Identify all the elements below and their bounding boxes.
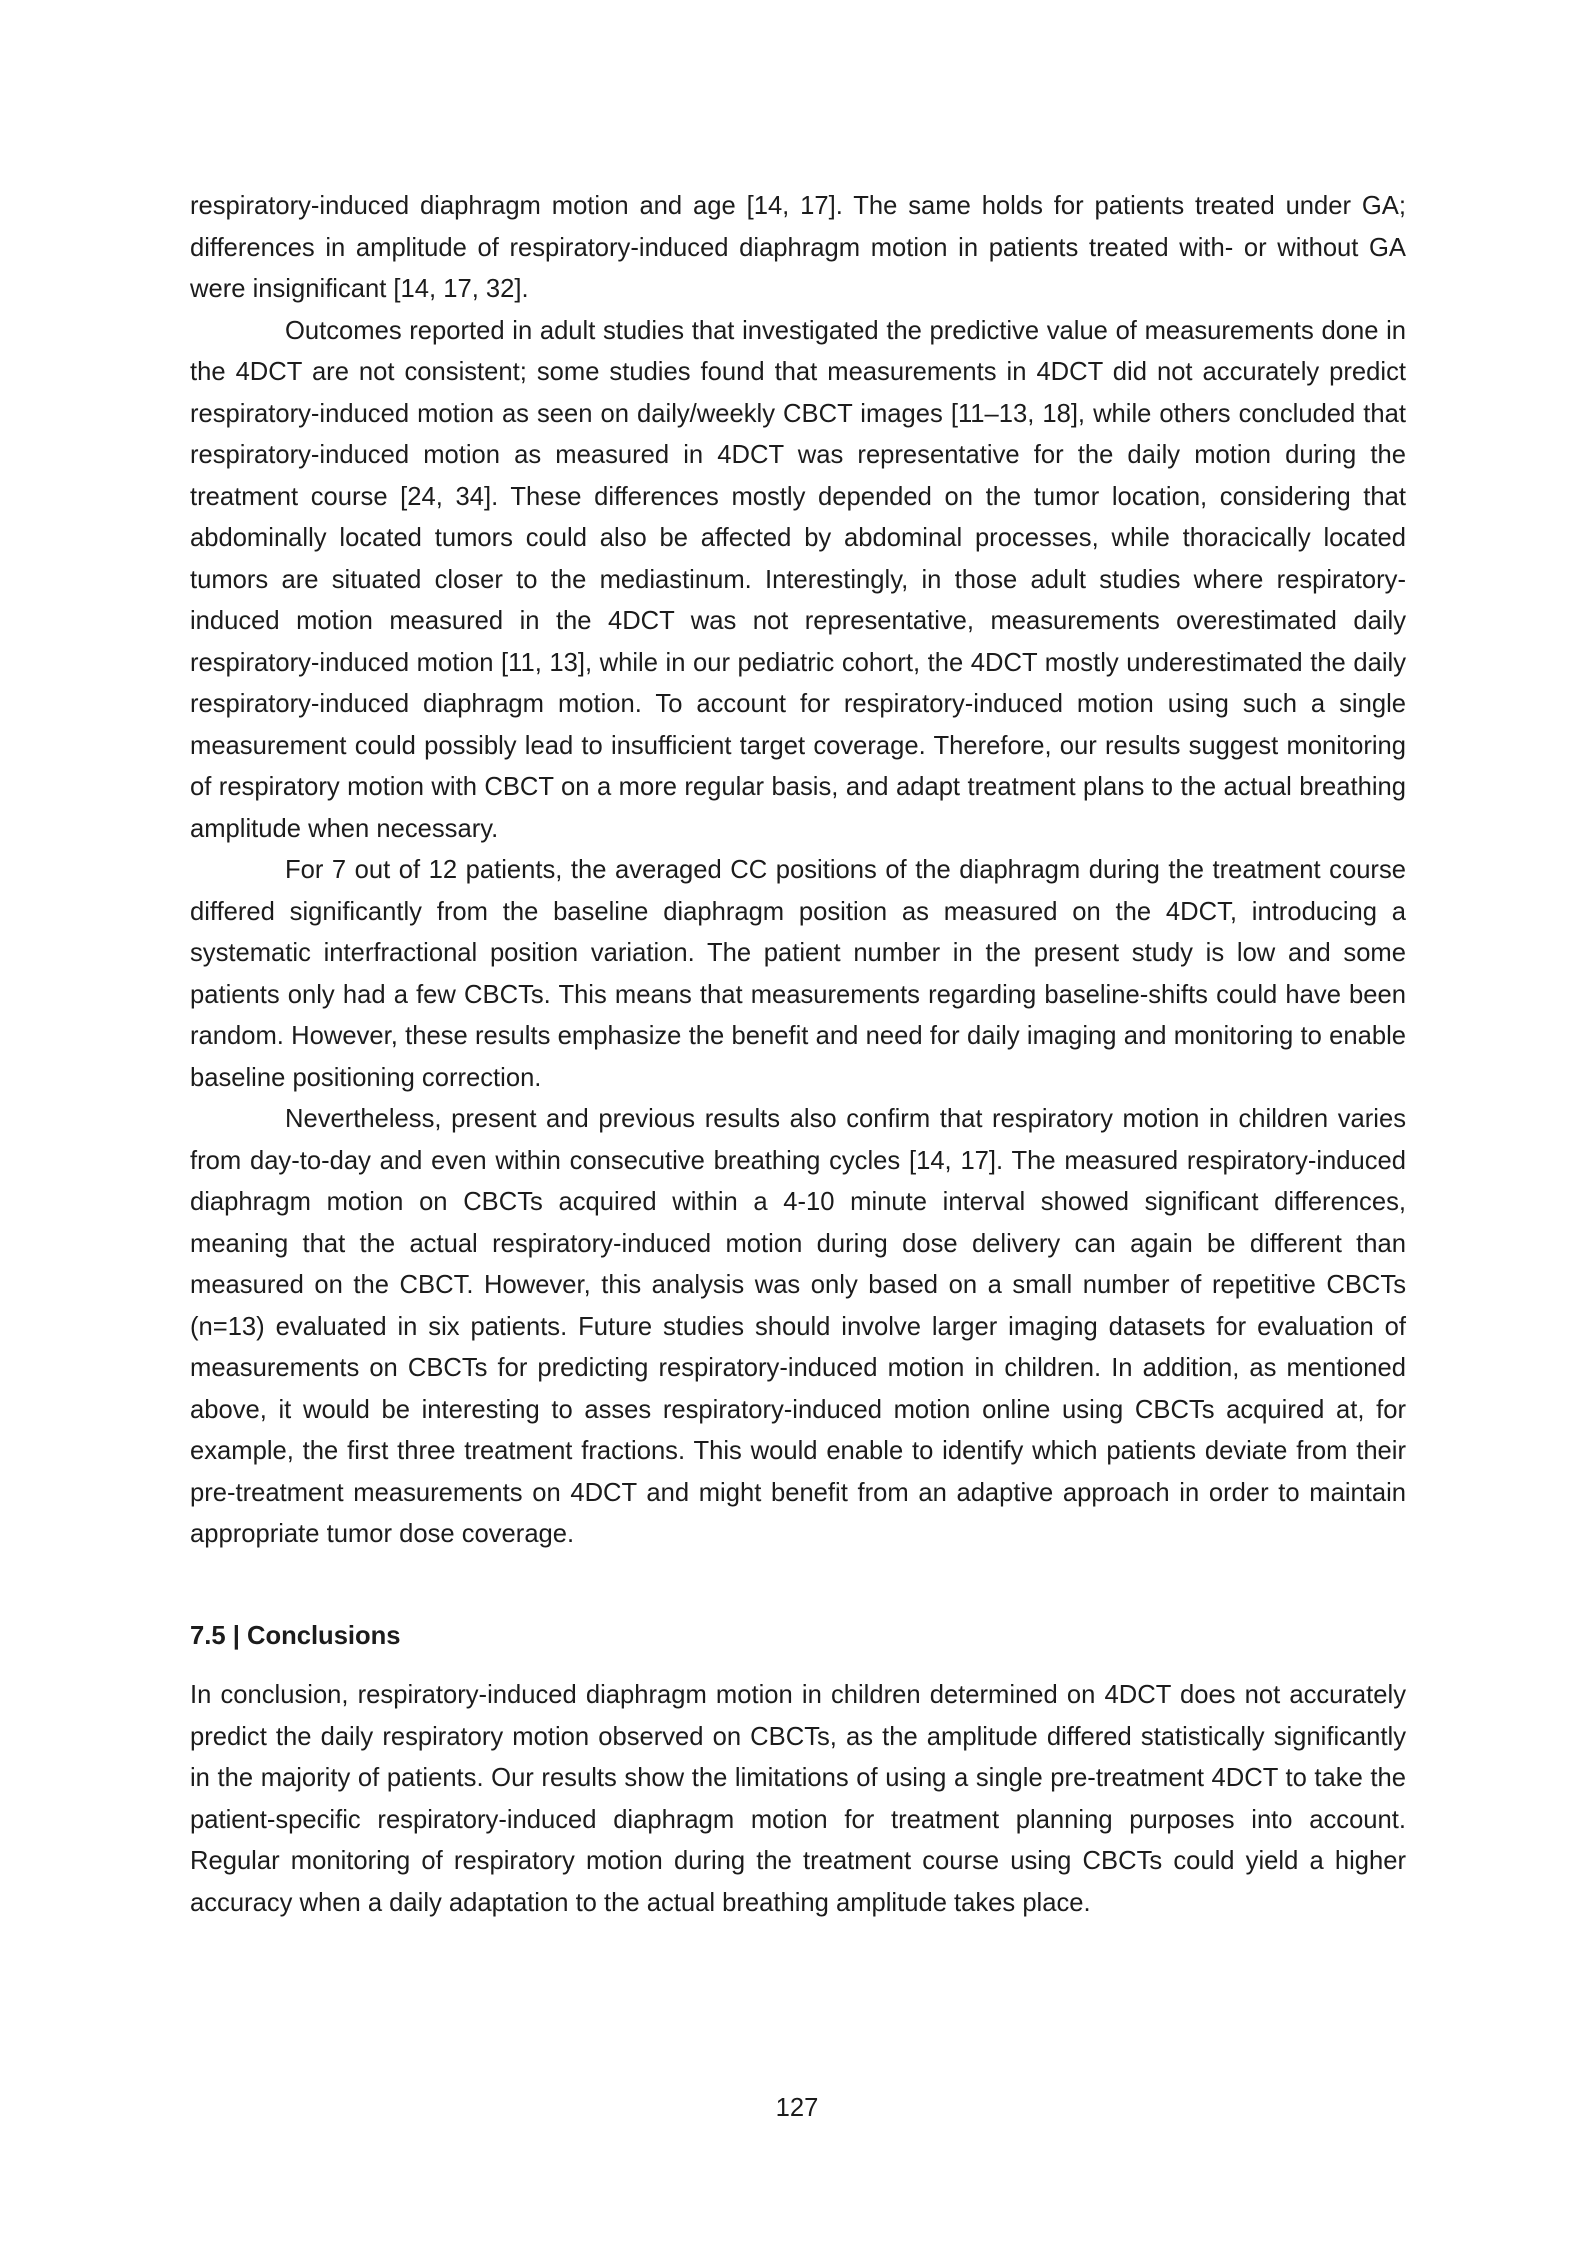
page-number: 127 — [775, 2094, 819, 2122]
page-content — [190, 186, 1406, 1924]
section-heading-conclusions: 7.5 | Conclusions — [190, 1621, 401, 1650]
body-paragraph-1: respiratory-induced diaphragm motion and age [14, 17]. The same holds for patients treated under GA; differences in amplitude of respiratory-induced diaphragm motion in patients treated with- or without GA were insignificant [14, 17, 32]. — [190, 192, 1406, 303]
body-paragraph-4: Nevertheless, present and previous results also confirm that respiratory motion in children varies from day-to-day and even within consecutive breathing cycles [14, 17]. The measured respiratory-induced diaphragm motion on CBCTs acquired within a 4-10 minute interval showed significant differences, meaning that the actual respiratory-induced motion during dose delivery can again be different than measured on the CBCT. However, this analysis was only based on a small number of repetitive CBCTs (n=13) evaluated in six patients. Future studies should involve larger imaging datasets for evaluation of measurements on CBCTs for predicting respiratory-induced motion in children. In addition, as mentioned above, it would be interesting to asses respiratory-induced motion online using CBCTs acquired at, for example, the first three treatment fractions. This would enable to identify which patients deviate from their pre-treatment measurements on 4DCT and might benefit from an adaptive approach in order to maintain appropriate tumor dose coverage. — [190, 1105, 1406, 1548]
conclusions-paragraph: In conclusion, respiratory-induced diaphragm motion in children determined on 4DCT does not accurately predict the daily respiratory motion observed on CBCTs, as the amplitude differed statistically significantly in the majority of patients. Our results show the limitations of using a single pre-treatment 4DCT to take the patient-specific respiratory-induced diaphragm motion for treatment planning purposes into account. Regular monitoring of respiratory motion during the treatment course using CBCTs could yield a higher accuracy when a daily adaptation to the actual breathing amplitude takes place. — [190, 1681, 1406, 1917]
body-paragraph-2: Outcomes reported in adult studies that investigated the predictive value of measurements done in the 4DCT are not consistent; some studies found that measurements in 4DCT did not accurately predict respiratory-induced motion as seen on daily/weekly CBCT images [11–13, 18], while others concluded that respiratory-induced motion as measured in 4DCT was representative for the daily motion during the treatment course [24, 34]. These differences mostly depended on the tumor location, considering that abdominally located tumors could also be affected by abdominal processes, while thoracically located tumors are situated closer to the mediastinum. Interestingly, in those adult studies where respiratory-induced motion measured in the 4DCT was not representative, measurements overestimated daily respiratory-induced motion [11, 13], while in our pediatric cohort, the 4DCT mostly underestimated the daily respiratory-induced diaphragm motion. To account for respiratory-induced motion using such a single measurement could possibly lead to insufficient target coverage. Therefore, our results suggest monitoring of respiratory motion with CBCT on a more regular basis, and adapt treatment plans to the actual breathing amplitude when necessary. — [190, 316, 1406, 843]
body-paragraph-3: For 7 out of 12 patients, the averaged CC positions of the diaphragm during the treatment course differed significantly from the baseline diaphragm position as measured on the 4DCT, introducing a systematic interfractional position variation. The patient number in the present study is low and some patients only had a few CBCTs. This means that measurements regarding baseline-shifts could have been random. However, these results emphasize the benefit and need for daily imaging and monitoring to enable baseline positioning correction. — [190, 856, 1406, 1092]
